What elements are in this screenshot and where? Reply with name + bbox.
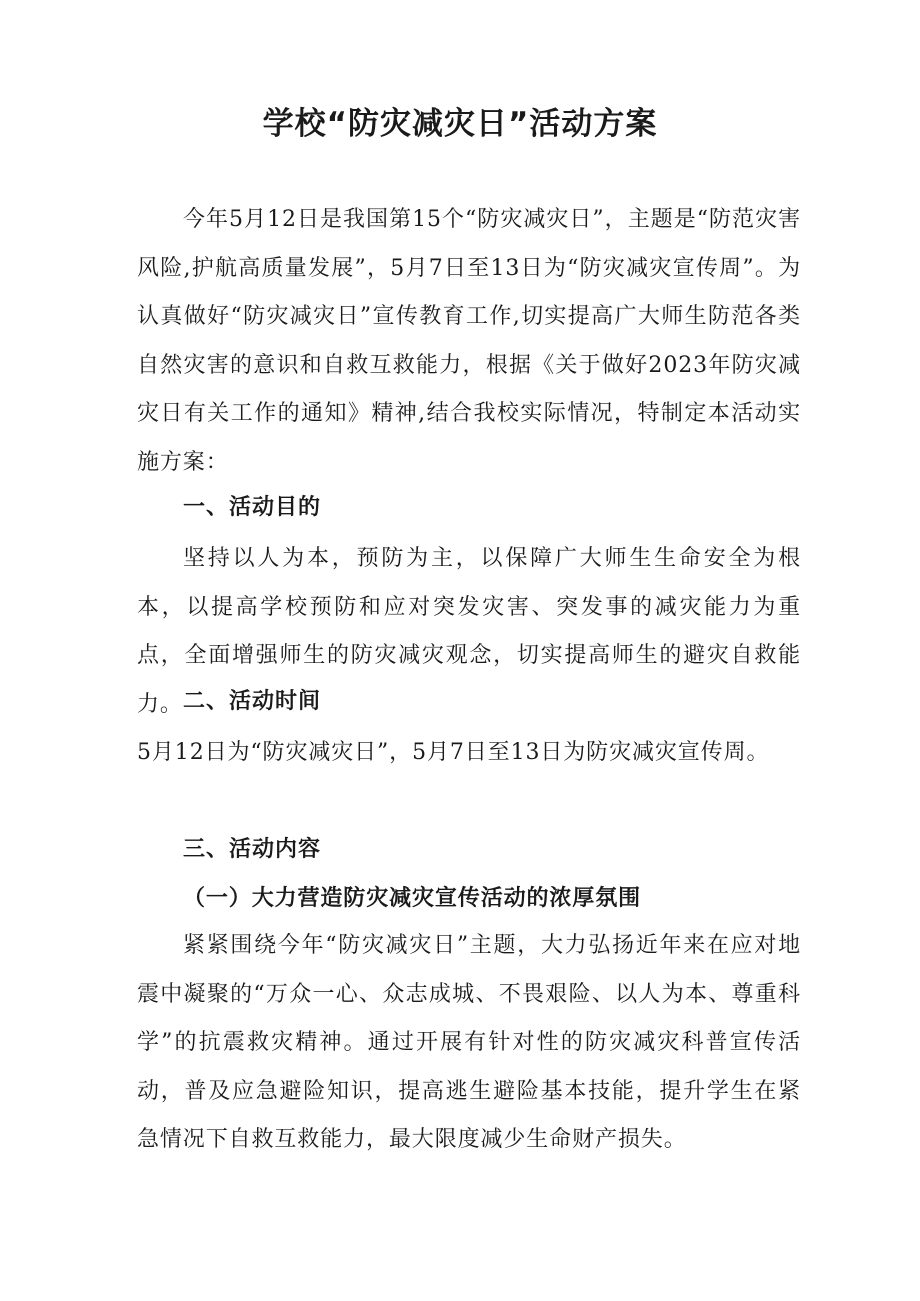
intro-paragraph: 今年5月12日是我国第15个“防灾减灾日”，主题是“防范灾害风险,护航高质量发展”，5月7日至13日为“防灾减灾宣传周”。为认真做好“防灾减灾日”宣传教育工作,切实提高广大师生防范各类自然灾害的意识和自救互救能力，根据《关于做好2023年防灾减灾日有关工作的通知》精神,结合我校实际情况，特制定本活动实施方案： bbox=[137, 207, 801, 475]
section-heading-time: 二、活动时间 bbox=[183, 689, 322, 714]
section-body-time: 5月12日为“防灾减灾日”，5月7日至13日为防灾减灾宣传周。 bbox=[137, 740, 770, 765]
section-body-purpose: 坚持以人为本，预防为主，以保障广大师生生命安全为根本，以提高学校预防和应对突发灾害、突发事的减灾能力为重点，全面增强师生的防灾减灾观念，切实提高师生的避灾自救能力。 bbox=[137, 546, 801, 717]
section-heading-content: 三、活动内容 bbox=[183, 837, 322, 862]
document-title: 学校“防灾减灾日”活动方案 bbox=[262, 106, 658, 142]
section-heading-purpose: 一、活动目的 bbox=[183, 495, 322, 520]
section-subheading-content: （一）大力营造防灾减灾宣传活动的浓厚氛围 bbox=[183, 885, 642, 911]
section-body-content: 紧紧围绕今年“防灾减灾日”主题，大力弘扬近年来在应对地震中凝聚的“万众一心、众志成城、不畏艰险、以人为本、尊重科学”的抗震救灾精神。通过开展有针对性的防灾减灾科普宣传活动，普及应急避险知识，提高逃生避险基本技能，提升学生在紧急情况下自救互救能力，最大限度减少生命财产损失。 bbox=[137, 933, 801, 1152]
